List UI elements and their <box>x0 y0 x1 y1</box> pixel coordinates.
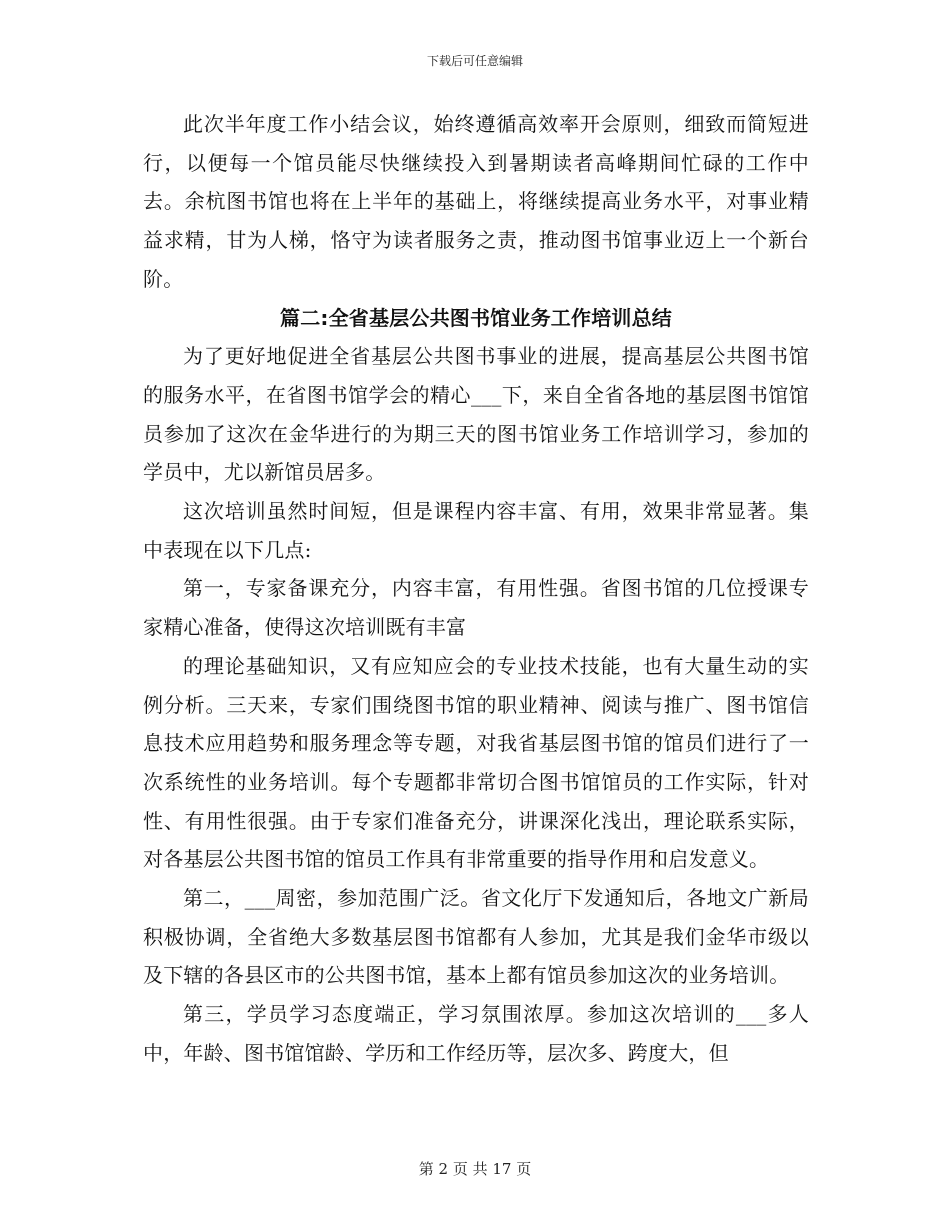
paragraph-point-one: 第一，专家备课充分，内容丰富，有用性强。省图书馆的几位授课专家精心准备，使得这次培训既有丰富 <box>143 576 809 640</box>
document-body <box>143 105 809 1073</box>
paragraph-point-two: 第二，___周密，参加范围广泛。省文化厅下发通知后，各地文广新局积极协调，全省绝大多数基层图书馆都有人参加，尤其是我们金华市级以及下辖的各县区市的公共图书馆，基本上都有馆员参加这次的业务培训。 <box>143 886 809 988</box>
page-number-footer: 第 2 页 共 17 页 <box>418 1160 532 1178</box>
paragraph-point-one-continued: 的理论基础知识，又有应知应会的专业技术技能，也有大量生动的实例分析。三天来，专家们围绕图书馆的职业精神、阅读与推广、图书馆信息技术应用趋势和服务理念等专题，对我省基层图书馆的馆员们进行了一次系统性的业务培训。每个专题都非常切合图书馆馆员的工作实际，针对性、有用性很强。由于专家们准备充分，讲课深化浅出，理论联系实际，对各基层公共图书馆的馆员工作具有非常重要的指导作用和启发意义。 <box>143 653 809 872</box>
paragraph-intro: 为了更好地促进全省基层公共图书事业的进展，提高基层公共图书馆的服务水平，在省图书馆学会的精心___下，来自全省各地的基层图书馆馆员参加了这次在金华进行的为期三天的图书馆业务工作培训学习，参加的学员中，尤以新馆员居多。 <box>143 344 809 485</box>
paragraph-effect: 这次培训虽然时间短，但是课程内容丰富、有用，效果非常显著。集中表现在以下几点: <box>143 499 809 562</box>
section-heading: 篇二:全省基层公共图书馆业务工作培训总结 <box>280 305 672 330</box>
paragraph-summary: 此次半年度工作小结会议，始终遵循高效率开会原则，细致而简短进行，以便每一个馆员能尽快继续投入到暑期读者高峰期间忙碌的工作中去。余杭图书馆也将在上半年的基础上，将继续提高业务水平，对事业精益求精，甘为人梯，恪守为读者服务之责，推动图书馆事业迈上一个新台阶。 <box>143 112 809 291</box>
paragraph-point-three: 第三，学员学习态度端正，学习氛围浓厚。参加这次培训的___多人中，年龄、图书馆馆龄、学历和工作经历等，层次多、跨度大，但 <box>143 1002 809 1065</box>
page-header-note: 下载后可任意编辑 <box>426 54 523 68</box>
